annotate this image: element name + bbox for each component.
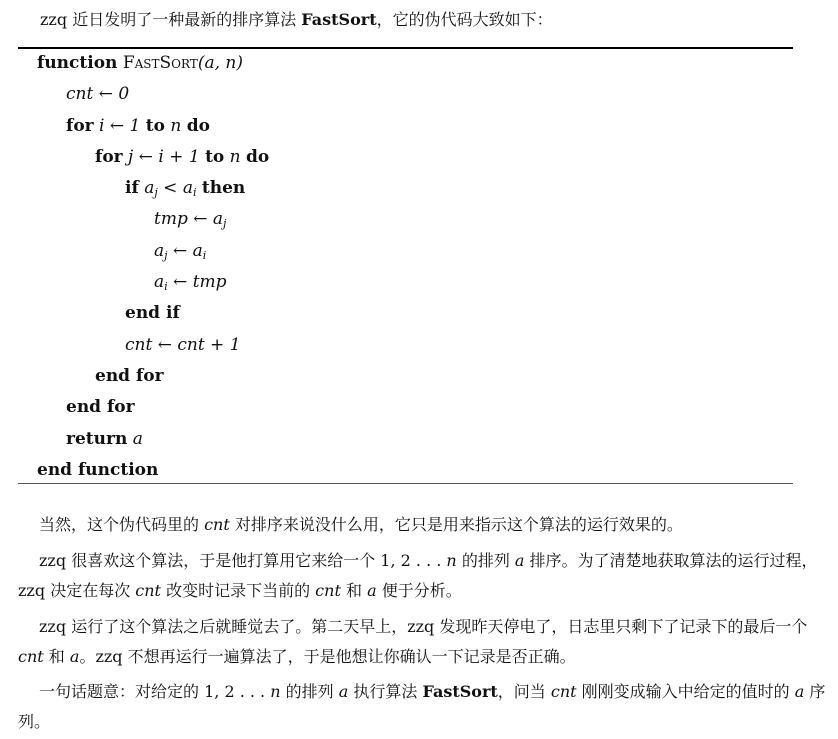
keyword-if: if bbox=[125, 178, 139, 199]
p4-text-e: 刚刚变成输入中给定的值时的 bbox=[576, 682, 795, 701]
cond-left: a bbox=[144, 178, 155, 199]
swap3-right: ← tmp bbox=[167, 272, 227, 293]
intro-text-pre: zzq 近日发明了一种最新的排序算法 bbox=[40, 10, 302, 29]
function-name: FastSort bbox=[122, 53, 198, 73]
code-line-cnt-inc: cnt ← cnt + 1 bbox=[125, 334, 241, 355]
code-line-end-if: end if bbox=[125, 303, 180, 324]
cond-left-sub: j bbox=[154, 186, 158, 200]
p4-var-n: n bbox=[270, 682, 281, 701]
code-line-return bbox=[37, 429, 269, 460]
swap1-stmt: tmp ← a bbox=[154, 209, 224, 230]
pseudocode-top-rule bbox=[18, 47, 793, 49]
swap2-right: ← a bbox=[167, 240, 203, 261]
pseudocode-block bbox=[37, 53, 269, 491]
p4-var-cnt: cnt bbox=[550, 682, 577, 701]
code-line-swap3 bbox=[37, 272, 269, 303]
swap2-right-sub: i bbox=[202, 248, 207, 262]
keyword-for: for bbox=[66, 115, 94, 136]
outer-iter: i ← 1 bbox=[99, 115, 141, 136]
p2-var-cnt: cnt bbox=[135, 581, 161, 600]
p2-var-n: n bbox=[446, 551, 457, 570]
paragraph-cnt-purpose bbox=[18, 510, 826, 540]
p4-var-a: a bbox=[338, 682, 349, 701]
swap3-left-sub: i bbox=[164, 280, 168, 294]
p4-text-d: ，问当 bbox=[497, 682, 551, 701]
cnt-init-stmt: cnt ← 0 bbox=[66, 84, 130, 105]
swap2-left-sub: j bbox=[164, 248, 168, 262]
keyword-do: do bbox=[246, 146, 270, 167]
p4-text-b: 的排列 bbox=[280, 682, 339, 701]
p4-text-a: 一句话题意：对给定的 1, 2 . . . bbox=[39, 682, 271, 701]
p2-text-d: 改变时记录下当前的 bbox=[160, 581, 316, 600]
p4-text-c: 执行算法 bbox=[348, 682, 423, 701]
keyword-to: to bbox=[205, 146, 225, 167]
p3-text-a: zzq 运行了这个算法之后就睡觉去了。第二天早上，zzq 发现昨天停电了，日志里只剩下了记录下的最后一个 bbox=[39, 617, 808, 636]
cond-op: < bbox=[157, 178, 183, 199]
p2-var-a: a bbox=[514, 551, 525, 570]
pseudocode-bottom-rule bbox=[18, 483, 793, 484]
p3-text-c: 。zzq 不想再运行一遍算法了，于是他想让你确认一下记录是否正确。 bbox=[79, 647, 576, 666]
keyword-for: for bbox=[95, 146, 123, 167]
p2-text-c: 排序。为了清楚地获取算法的运行过程，zzq 决定在每次 bbox=[18, 551, 818, 600]
p1-text-b: 对排序来说没什么用，它只是用来指示这个算法的运行效果的。 bbox=[229, 515, 683, 534]
var-n: n bbox=[229, 146, 241, 167]
code-line-end-outer-for: end for bbox=[66, 397, 135, 418]
p3-text-b: 和 bbox=[43, 647, 70, 666]
p4-algorithm-name: FastSort bbox=[422, 682, 498, 701]
cond-right-sub: i bbox=[192, 186, 197, 200]
cond-right: a bbox=[182, 178, 193, 199]
p3-var-cnt: cnt bbox=[18, 647, 44, 666]
algorithm-name: FastSort bbox=[301, 10, 377, 29]
swap3-left: a bbox=[154, 272, 165, 293]
var-n: n bbox=[170, 115, 182, 136]
paragraph-power-outage bbox=[18, 612, 826, 672]
keyword-return: return bbox=[66, 428, 128, 449]
code-line-inner-for bbox=[37, 147, 269, 178]
function-params: (a, n) bbox=[197, 53, 243, 73]
p2-var-a-2: a bbox=[367, 581, 377, 600]
keyword-to: to bbox=[145, 115, 165, 136]
code-line-if bbox=[37, 178, 269, 209]
return-value: a bbox=[132, 428, 143, 449]
intro-line bbox=[40, 8, 553, 32]
swap2-left: a bbox=[154, 240, 165, 261]
code-line-cnt-init bbox=[37, 84, 269, 115]
p2-text-a: zzq 很喜欢这个算法，于是他打算用它来给一个 1, 2 . . . bbox=[39, 551, 447, 570]
p2-text-b: 的排列 bbox=[456, 551, 515, 570]
paragraph-summary bbox=[18, 677, 826, 737]
p1-text-a: 当然，这个伪代码里的 bbox=[39, 515, 205, 534]
p4-text-f: 序列。 bbox=[18, 682, 826, 731]
code-line-swap1 bbox=[37, 209, 269, 240]
code-line-swap2 bbox=[37, 241, 269, 272]
swap1-sub: j bbox=[223, 217, 227, 231]
p4-var-a-2: a bbox=[794, 682, 805, 701]
keyword-then: then bbox=[201, 178, 246, 199]
p2-var-cnt-2: cnt bbox=[315, 581, 341, 600]
p2-text-e: 和 bbox=[340, 581, 368, 600]
p2-text-f: 便于分析。 bbox=[376, 581, 462, 600]
keyword-function: function bbox=[37, 53, 118, 73]
code-line-function bbox=[37, 53, 269, 84]
code-line-end-function: end function bbox=[37, 459, 159, 480]
inner-iter: j ← i + 1 bbox=[128, 146, 200, 167]
paragraph-logging bbox=[18, 546, 826, 606]
code-line-end-inner-for: end for bbox=[95, 365, 164, 386]
intro-text-post: ，它的伪代码大致如下： bbox=[376, 10, 553, 29]
p3-var-a: a bbox=[69, 647, 80, 666]
keyword-do: do bbox=[186, 115, 210, 136]
p1-var-cnt: cnt bbox=[204, 515, 230, 534]
code-line-outer-for bbox=[37, 116, 269, 147]
